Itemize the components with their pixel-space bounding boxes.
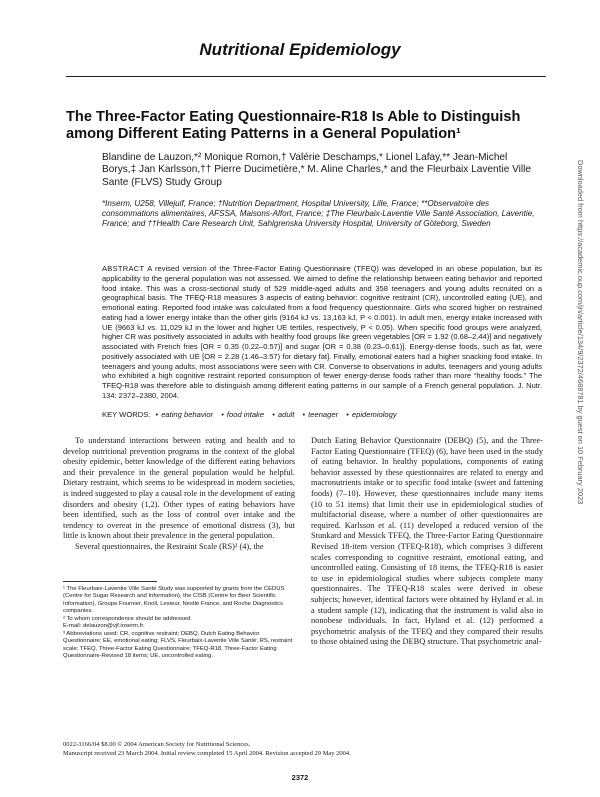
- keyword: epidemiology: [351, 410, 397, 419]
- footnote-abbreviations: ³ Abbreviations used: CR, cognitive restraint; DEBQ, Dutch Eating Behavior Questionnaire; EE, emotional eating; FLVS, Fleurbaix-Laventie Ville Santé; RS, restraint scale; TFEQ, Three-Factor Eating Questionnaire; TFEQ-R18, Three-Factor Eating Questionnaire-Revised 18 items; UE, uncontrolled eating.: [63, 630, 293, 660]
- affiliations: *Inserm, U258, Villejuif, France; †Nutrition Department, Hospital University, Lille, France; **Observatoire des consommations alimentaires, AFSSA, Maisons-Alfort, France; ‡The Fleurbaix-Laventie Ville Santé Association, Laventie, France; and ††Health Care Research Unit, Sahlgrenska University Hospital, University of Göteborg, Sweden: [102, 199, 535, 229]
- bullet-icon: •: [302, 410, 306, 419]
- keyword: teenager: [308, 410, 339, 419]
- bullet-icon: •: [155, 410, 159, 419]
- body-paragraph: Several questionnaires, the Restraint Scale (RS)³ (4), the: [75, 541, 264, 551]
- body-column-left: [63, 436, 295, 553]
- manuscript-dates: Manuscript received 23 March 2004. Initial review completed 15 April 2004. Revision accepted 29 May 2004.: [63, 749, 351, 757]
- body-paragraph: To understand interactions between eating and health and to develop nutritional prevention programs in the context of the global obesity epidemic, better knowledge of the different eating behaviors and their prevalence in the general population would be helpful. Dietary restraint, which seems to be widespread in modern societies, is indeed suggested to play a causal role in the development of eating disorders and obesity (1,2). Other types of eating behaviors have been identified, such as the loss of control over intake and the tendency to overeat in the presence of emotional distress (3), but little is known about their prevalence in the general population.: [63, 436, 295, 541]
- copyright-line: 0022-3166/04 $8.00 © 2004 American Society for Nutritional Sciences.: [63, 741, 251, 748]
- download-watermark: Downloaded from https://academic.oup.com/jn/article/134/9/2372/4688781 by guest on 10 February 2023: [576, 160, 585, 505]
- abstract-label: ABSTRACT: [102, 264, 145, 273]
- body-paragraph: Dutch Eating Behavior Questionnaire (DEBQ) (5), and the Three-Factor Eating Questionnaire (TFEQ) (6), have been used in the study of eating behavior. In healthy populations, components of eating behavior assessed by these questionnaires are related to energy and macronutrients intake or to specific food intake (sweet and fattening foods) (7–10). However, these questionnaires include many items (10 to 51 items) that limit their use in epidemiological studies of multifactorial disease, where a number of other questionnaires are required. Karlsson et al. (11) developed a reduced version of the Stunkard and Messick TFEQ, the Three-Factor Eating Questionnaire Revised 18-item version (TFEQ-R18), which comprises 3 different scales corresponding to cognitive restraint, emotional eating, and uncontrolled eating. Consisting of 18 items, the TFEQ-R18 is easier to use in epidemiological studies where subjects complete many questionnaires. The TFEQ-R18 scales were derived in obese subjects; however, identical factors were obtained by Hyland et al. in a student sample (12), indicating that the instrument is valid also in nonobese individuals. In fact, Hyland et al. (12) performed a psychometric analysis of the TFEQ and they compared their results to those obtained using the DEBQ structure. That psychometric anal-: [311, 436, 543, 647]
- footnote-email: E-mail: delauzon@vjf.inserm.fr.: [63, 623, 145, 630]
- footnote-correspondence: ² To whom correspondence should be addressed.: [63, 615, 192, 622]
- keywords: [102, 410, 542, 419]
- keyword: food intake: [226, 410, 265, 419]
- page-number: 2372: [291, 773, 309, 782]
- footnote-divider: [63, 581, 157, 582]
- bullet-icon: •: [272, 410, 275, 419]
- citation: J. Nutr. 134: 2372–2380, 2004.: [102, 381, 542, 400]
- section-divider: [66, 76, 546, 77]
- body-column-right: [311, 436, 543, 648]
- publication-info: [63, 741, 543, 758]
- author-list: Blandine de Lauzon,*² Monique Romon,† Valérie Deschamps,* Lionel Lafay,** Jean-Michel Borys,‡ Jan Karlsson,†† Pierre Ducimetière,* M. Aline Charles,* and the Fleurbaix Laventie Ville Sante (FLVS) Study Group: [102, 152, 532, 188]
- footnotes: [63, 586, 295, 661]
- keyword: eating behavior: [161, 410, 214, 419]
- keyword: adult: [277, 410, 295, 419]
- abstract-text: A revised version of the Three-Factor Eating Questionnaire (TFEQ) was developed in an obese population, but its applicability to the general population was not assessed. We aimed to define the relationship between eating behavior and reported food intake. This was a cross-sectional study of 529 middle-aged adults and 358 teenagers and young adults recruited on a geographical basis. The TFEQ-R18 measures 3 aspects of eating behavior: cognitive restraint (CR), uncontrolled eating (UE), and emotional eating. Reported food intake was calculated from a food frequency questionnaire. Girls who scored higher on restrained eating had a lower energy intake than the other girls (9164 kJ vs. 13,163 kJ, P < 0.001). In adult men, energy intake increased with UE (9663 kJ vs. 11,029 kJ in the lower and higher UE tertiles, respectively, P < 0.05). When specific food groups were analyzed, higher CR was positively associated in adults with healthy food groups like green vegetables [OR = 1.92 (0.68–2.44)] and negatively associated with French fries [OR = 0.35 (0.22–0.57)] and sugar [OR = 0.38 (0.23–0.61)]. Energy-dense foods, such as fat, were positively associated with UE [OR = 2.28 (1.46–3.57) for dietary fat]. Finally, emotional eaters had a higher snacking food intake. In teenagers and young adults, most associations were seen with CR. Converse to observations in adults, teenagers and young adults who exhibited a high cognitive restraint reported consumption of fewer energy-dense foods rather than more “healthy foods.” The TFEQ-R18 was therefore able to distinguish among different eating patterns in our sample of a French general population.: [102, 264, 542, 390]
- bullet-icon: •: [346, 410, 349, 419]
- abstract: [102, 264, 542, 401]
- article-title: The Three-Factor Eating Questionnaire-R18 Is Able to Distinguish among Different Eating Patterns in a General Population¹: [66, 109, 521, 142]
- journal-section-title: Nutritional Epidemiology: [199, 40, 401, 59]
- bullet-icon: •: [221, 410, 224, 419]
- keywords-label: KEY WORDS:: [102, 410, 151, 419]
- footnote-funding: ¹ The Fleurbaix-Laventie Ville Santé Study was supported by grants from the CEDUS (Centre for Sugar Research and Information), the CISB (Centre for Beer Scientific Information), Groupe Fournier, Knoll, Lesieur, Nestlé France, and Roche Diagnostics companies.: [63, 586, 285, 615]
